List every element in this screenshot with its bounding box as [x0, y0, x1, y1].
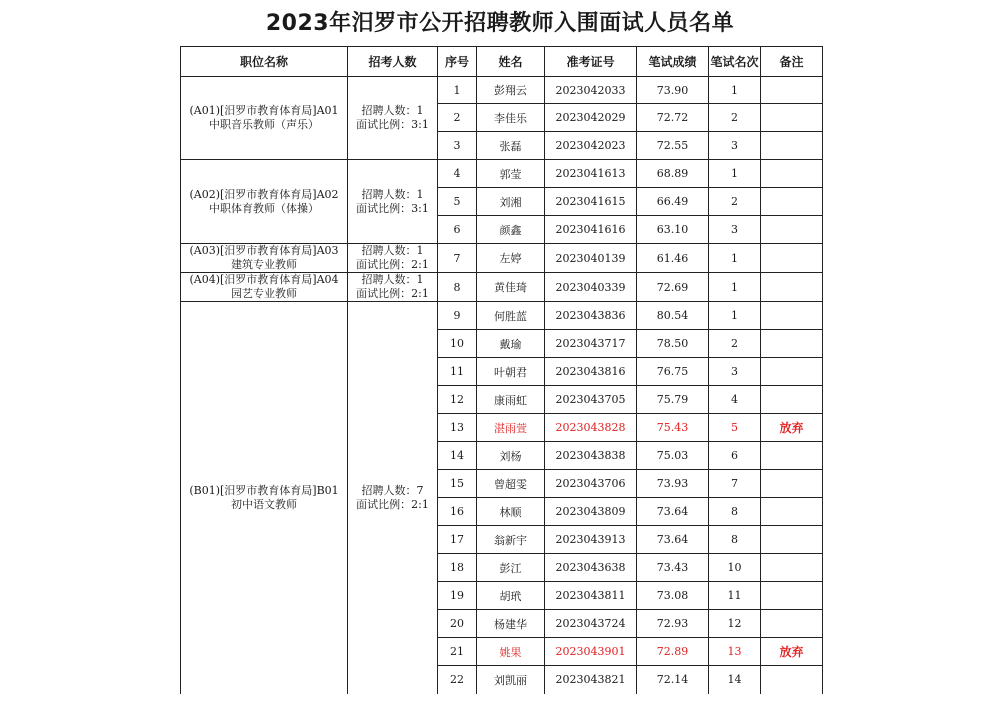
ticket-cell: 2023043836	[545, 302, 637, 330]
score-cell: 73.90	[637, 77, 709, 104]
rank-cell: 3	[709, 132, 761, 160]
ticket-cell: 2023042033	[545, 77, 637, 104]
note-cell	[761, 216, 823, 244]
name-cell: 郭莹	[477, 160, 545, 188]
quota-ratio: 面试比例：2:1	[356, 258, 429, 271]
score-cell: 73.08	[637, 582, 709, 610]
note-cell	[761, 132, 823, 160]
rank-cell: 12	[709, 610, 761, 638]
name-cell: 彭翔云	[477, 77, 545, 104]
score-cell: 75.79	[637, 386, 709, 414]
quota-ratio: 面试比例：2:1	[356, 287, 429, 300]
table-row	[181, 273, 823, 302]
ticket-cell: 2023041616	[545, 216, 637, 244]
seq-cell: 13	[438, 414, 477, 442]
rank-cell: 1	[709, 160, 761, 188]
note-cell: 放弃	[761, 638, 823, 666]
rank-cell: 8	[709, 498, 761, 526]
position-cell	[181, 302, 348, 694]
seq-cell: 3	[438, 132, 477, 160]
seq-cell: 17	[438, 526, 477, 554]
seq-cell: 4	[438, 160, 477, 188]
ticket-cell: 2023043706	[545, 470, 637, 498]
position-title: 建筑专业教师	[231, 258, 297, 271]
rank-cell: 1	[709, 77, 761, 104]
seq-cell: 5	[438, 188, 477, 216]
note-cell	[761, 104, 823, 132]
name-cell: 林顺	[477, 498, 545, 526]
score-cell: 72.14	[637, 666, 709, 694]
note-cell	[761, 666, 823, 694]
ticket-cell: 2023043913	[545, 526, 637, 554]
name-cell: 曾超雯	[477, 470, 545, 498]
position-cell	[181, 160, 348, 244]
position-code: (A01)[汨罗市教育体育局]A01	[189, 104, 339, 117]
score-cell: 68.89	[637, 160, 709, 188]
header-name: 姓名	[477, 47, 545, 77]
seq-cell: 15	[438, 470, 477, 498]
position-code: (A04)[汨罗市教育体育局]A04	[189, 273, 339, 286]
score-cell: 73.64	[637, 498, 709, 526]
position-cell	[181, 244, 348, 273]
ticket-cell: 2023040139	[545, 244, 637, 273]
score-cell: 72.69	[637, 273, 709, 302]
rank-cell: 8	[709, 526, 761, 554]
ticket-cell: 2023042023	[545, 132, 637, 160]
seq-cell: 1	[438, 77, 477, 104]
page-title: 2023年汨罗市公开招聘教师入围面试人员名单	[265, 11, 735, 36]
rank-cell: 1	[709, 273, 761, 302]
seq-cell: 20	[438, 610, 477, 638]
seq-cell: 8	[438, 273, 477, 302]
header-ticket: 准考证号	[545, 47, 637, 77]
seq-cell: 22	[438, 666, 477, 694]
name-cell: 杨建华	[477, 610, 545, 638]
ticket-cell: 2023043816	[545, 358, 637, 386]
quota-ratio: 面试比例：3:1	[356, 201, 429, 215]
note-cell	[761, 244, 823, 273]
seq-cell: 14	[438, 442, 477, 470]
note-cell	[761, 302, 823, 330]
name-cell: 翁新宇	[477, 526, 545, 554]
quota-ratio: 面试比例：3:1	[356, 118, 429, 131]
score-cell: 66.49	[637, 188, 709, 216]
note-cell	[761, 330, 823, 358]
seq-cell: 21	[438, 638, 477, 666]
ticket-cell: 2023043811	[545, 582, 637, 610]
name-cell: 刘凯丽	[477, 666, 545, 694]
score-cell: 76.75	[637, 358, 709, 386]
note-cell	[761, 610, 823, 638]
score-cell: 73.43	[637, 554, 709, 582]
seq-cell: 9	[438, 302, 477, 330]
ticket-cell: 2023040339	[545, 273, 637, 302]
position-cell	[181, 77, 348, 160]
rank-cell: 5	[709, 414, 761, 442]
seq-cell: 12	[438, 386, 477, 414]
name-cell: 黄佳琦	[477, 273, 545, 302]
table-row	[181, 160, 823, 188]
score-cell: 73.64	[637, 526, 709, 554]
table-header-row	[181, 47, 823, 77]
name-cell: 李佳乐	[477, 104, 545, 132]
note-cell	[761, 358, 823, 386]
table-row	[181, 244, 823, 273]
score-cell: 78.50	[637, 330, 709, 358]
name-cell: 张磊	[477, 132, 545, 160]
seq-cell: 19	[438, 582, 477, 610]
rank-cell: 6	[709, 442, 761, 470]
score-cell: 72.89	[637, 638, 709, 666]
ticket-cell: 2023042029	[545, 104, 637, 132]
name-cell: 彭江	[477, 554, 545, 582]
seq-cell: 10	[438, 330, 477, 358]
note-cell	[761, 442, 823, 470]
position-title: 中职体育教师（体操）	[209, 201, 319, 215]
name-cell: 姚果	[477, 638, 545, 666]
note-cell	[761, 582, 823, 610]
score-cell: 72.93	[637, 610, 709, 638]
seq-cell: 6	[438, 216, 477, 244]
header-position: 职位名称	[181, 47, 348, 77]
ticket-cell: 2023043828	[545, 414, 637, 442]
score-cell: 72.55	[637, 132, 709, 160]
header-seq: 序号	[438, 47, 477, 77]
seq-cell: 2	[438, 104, 477, 132]
ticket-cell: 2023043638	[545, 554, 637, 582]
quota-cell	[348, 77, 438, 160]
quota-ratio: 面试比例：2:1	[356, 497, 429, 511]
ticket-cell: 2023043705	[545, 386, 637, 414]
ticket-cell: 2023043821	[545, 666, 637, 694]
rank-cell: 14	[709, 666, 761, 694]
score-cell: 80.54	[637, 302, 709, 330]
position-cell	[181, 273, 348, 302]
name-cell: 戴瑜	[477, 330, 545, 358]
position-title: 园艺专业教师	[231, 287, 297, 300]
position-code: (A03)[汨罗市教育体育局]A03	[189, 244, 339, 257]
rank-cell: 2	[709, 104, 761, 132]
ticket-cell: 2023041613	[545, 160, 637, 188]
seq-cell: 7	[438, 244, 477, 273]
note-cell	[761, 498, 823, 526]
rank-cell: 4	[709, 386, 761, 414]
score-cell: 63.10	[637, 216, 709, 244]
note-cell	[761, 526, 823, 554]
ticket-cell: 2023043724	[545, 610, 637, 638]
table-row	[181, 77, 823, 104]
note-cell	[761, 188, 823, 216]
position-code: (A02)[汨罗市教育体育局]A02	[189, 187, 339, 201]
rank-cell: 1	[709, 302, 761, 330]
ticket-cell: 2023043809	[545, 498, 637, 526]
name-cell: 颜鑫	[477, 216, 545, 244]
quota-count: 招聘人数：1	[361, 273, 424, 286]
rank-cell: 3	[709, 358, 761, 386]
quota-count: 招聘人数：1	[361, 244, 424, 257]
quota-count: 招聘人数：1	[361, 104, 424, 117]
quota-cell	[348, 160, 438, 244]
ticket-cell: 2023043838	[545, 442, 637, 470]
candidate-table	[180, 46, 823, 694]
rank-cell: 1	[709, 244, 761, 273]
note-cell	[761, 554, 823, 582]
name-cell: 左婷	[477, 244, 545, 273]
name-cell: 刘杨	[477, 442, 545, 470]
ticket-cell: 2023041615	[545, 188, 637, 216]
score-cell: 61.46	[637, 244, 709, 273]
position-code: (B01)[汨罗市教育体育局]B01	[189, 483, 339, 497]
note-cell	[761, 470, 823, 498]
quota-count: 招聘人数：7	[361, 483, 424, 497]
score-cell: 75.43	[637, 414, 709, 442]
score-cell: 72.72	[637, 104, 709, 132]
rank-cell: 2	[709, 330, 761, 358]
rank-cell: 11	[709, 582, 761, 610]
rank-cell: 3	[709, 216, 761, 244]
note-cell	[761, 273, 823, 302]
table-row	[181, 302, 823, 330]
note-cell	[761, 386, 823, 414]
quota-cell	[348, 244, 438, 273]
score-cell: 75.03	[637, 442, 709, 470]
seq-cell: 18	[438, 554, 477, 582]
name-cell: 康雨虹	[477, 386, 545, 414]
rank-cell: 13	[709, 638, 761, 666]
name-cell: 刘湘	[477, 188, 545, 216]
note-cell: 放弃	[761, 414, 823, 442]
name-cell: 湛雨萱	[477, 414, 545, 442]
score-cell: 73.93	[637, 470, 709, 498]
header-score: 笔试成绩	[637, 47, 709, 77]
rank-cell: 2	[709, 188, 761, 216]
quota-count: 招聘人数：1	[361, 187, 424, 201]
rank-cell: 7	[709, 470, 761, 498]
header-rank: 笔试名次	[709, 47, 761, 77]
seq-cell: 16	[438, 498, 477, 526]
rank-cell: 10	[709, 554, 761, 582]
name-cell: 何胜蓝	[477, 302, 545, 330]
name-cell: 叶朝君	[477, 358, 545, 386]
name-cell: 胡玳	[477, 582, 545, 610]
ticket-cell: 2023043901	[545, 638, 637, 666]
seq-cell: 11	[438, 358, 477, 386]
position-title: 中职音乐教师（声乐）	[209, 118, 319, 131]
note-cell	[761, 160, 823, 188]
quota-cell	[348, 273, 438, 302]
header-quota: 招考人数	[348, 47, 438, 77]
quota-cell	[348, 302, 438, 694]
ticket-cell: 2023043717	[545, 330, 637, 358]
note-cell	[761, 77, 823, 104]
header-note: 备注	[761, 47, 823, 77]
position-title: 初中语文教师	[231, 497, 297, 511]
